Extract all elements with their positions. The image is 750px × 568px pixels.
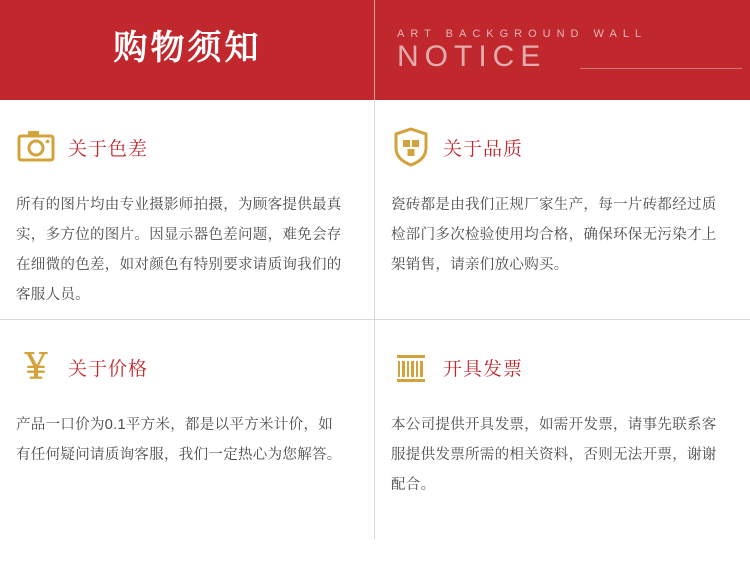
notice-cell-price [0,320,375,539]
header-right-block [375,0,750,100]
notice-cell-quality [375,100,750,319]
notice-row-1 [0,100,750,319]
header-left-block [0,0,375,100]
notice-cell-header [16,126,344,168]
page-title: 购物须知 [113,29,262,67]
header-title-en: NOTICE [397,40,547,73]
notice-cell-body: 本公司提供开具发票，如需开发票，请事先联系客服提供发票所需的相关资料，否则无法开票，谢谢配合。 [391,417,717,493]
camera-icon [16,126,56,168]
header-rule-line [580,68,742,69]
notice-row-2 [0,320,750,539]
page-header [0,0,750,100]
notice-cell-header [16,346,344,388]
notice-cell-header [391,126,720,168]
shield-quality-icon [391,126,431,168]
notice-cell-body: 所有的图片均由专业摄影师拍摄，为顾客提供最真实，多方位的图片。因显示器色差问题，难免会存在细微的色差，如对颜色有特别要求请质询我们的客服人员。 [16,197,342,303]
header-subtitle-en: ART BACKGROUND WALL [397,28,648,40]
yen-symbol: ￥ [19,348,53,386]
invoice-icon [391,346,431,388]
notice-cell-title: 关于色差 [68,138,149,160]
notice-cell-header [391,346,720,388]
notice-cell-title: 关于品质 [443,138,524,160]
notice-cell-body: 产品一口价为0.1平方米，都是以平方米计价，如有任何疑问请质询客服，我们一定热心为您解答。 [16,417,342,463]
notice-cell-title: 关于价格 [68,358,149,380]
yen-price-icon [16,346,56,388]
notice-cell-body: 瓷砖都是由我们正规厂家生产，每一片砖都经过质检部门多次检验使用均合格，确保环保无污染才上架销售，请亲们放心购买。 [391,197,717,273]
notice-grid [0,100,750,539]
notice-cell-invoice [375,320,750,539]
notice-cell-color-difference [0,100,375,319]
notice-cell-title: 开具发票 [443,358,524,380]
